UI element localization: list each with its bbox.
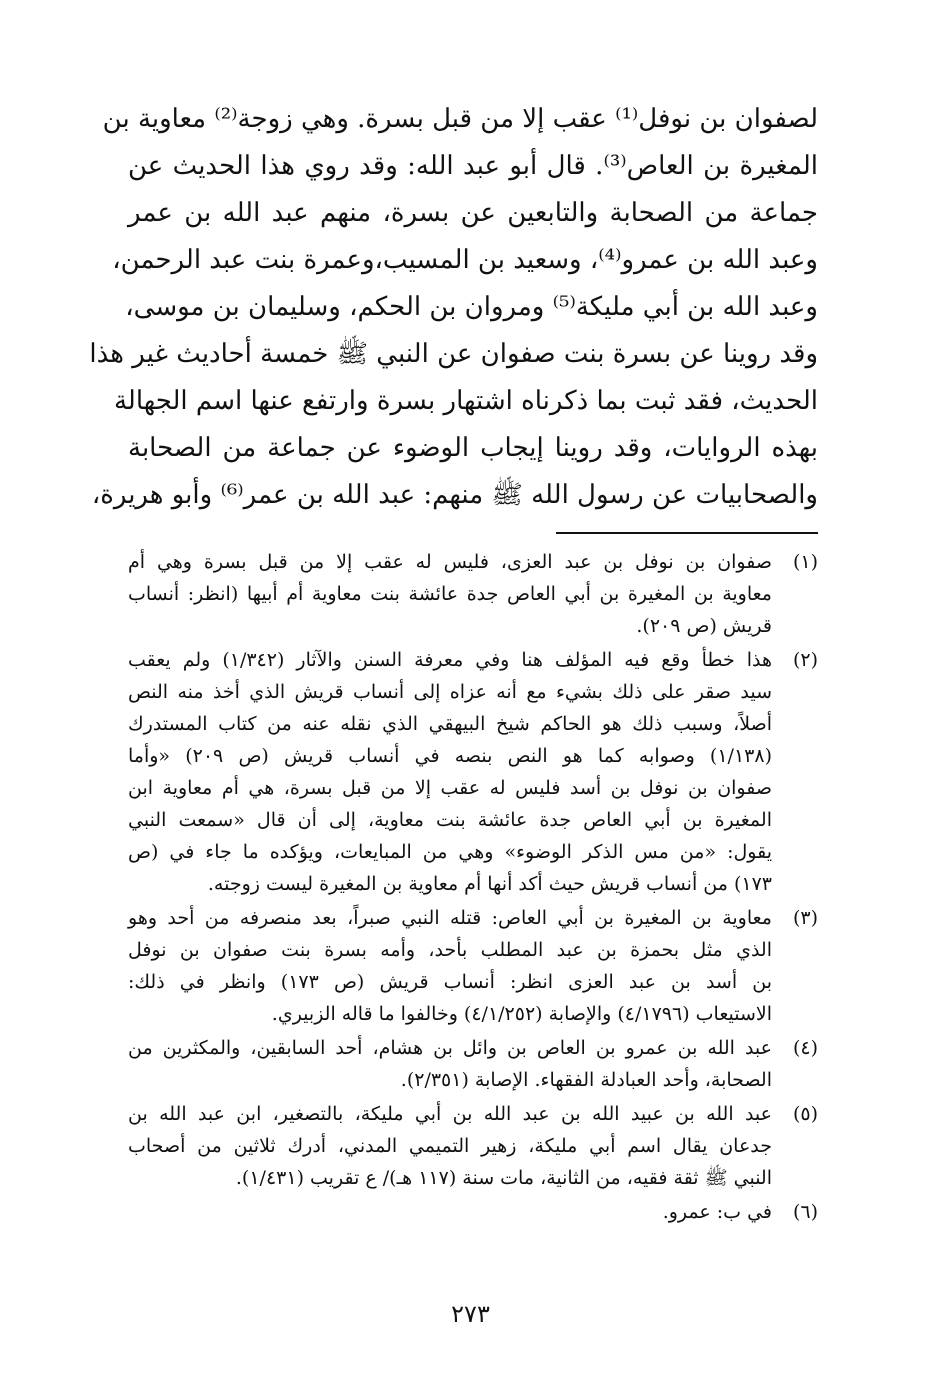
footnote-number: (٥) <box>792 1103 818 1125</box>
footnote-body <box>128 1196 772 1228</box>
main-line: بهذه الروايات، وقد روينا إيجاب الوضوء عن جماعة من الصحابة <box>128 433 818 463</box>
footnote-line: الاستيعاب (٤/١٧٩٦) والإصابة (٤/١/٢٥٢) وخالفوا ما قاله الزبيري. <box>271 1003 772 1025</box>
footnote-line: هذا خطأ وقع فيه المؤلف هنا وفي معرفة السنن والآثار (١/٣٤٢) ولم يعقب <box>128 649 772 671</box>
footnote-line: معاوية بن المغيرة بن أبي العاص: قتله النبي صبراً، بعد منصرفه من أحد وهو <box>128 907 772 929</box>
footnote-5 <box>128 1098 818 1194</box>
footnote-separator <box>556 532 818 534</box>
main-line: وقد روينا عن بسرة بنت صفوان عن النبي ﷺ خمسة أحاديث غير هذا <box>89 339 818 369</box>
footnote-line: عبد الله بن عبيد الله بن عبد الله بن أبي مليكة، بالتصغير، ابن عبد الله بن <box>128 1103 772 1125</box>
footnote-number: (٣) <box>792 907 818 929</box>
footnote-line: سيد صقر على ذلك بشيء مع أنه عزاه إلى أنساب قريش الذي أخذ منه النص <box>128 681 772 703</box>
footnote-line: النبي ﷺ ثقة فقيه، من الثانية، مات سنة (١١٧ هـ)/ ع تقريب (١/٤٣١). <box>235 1167 772 1189</box>
footnote-line: بن أسد بن عبد العزى انظر: أنساب قريش (ص ١٧٣) وانظر في ذلك: <box>128 971 772 993</box>
footnote-body <box>128 1098 772 1194</box>
footnote-1 <box>128 546 818 642</box>
footnote-number: (٤) <box>792 1037 818 1059</box>
footnote-6 <box>128 1196 818 1228</box>
footnote-line: معاوية بن المغيرة بن أبي العاص جدة عائشة بنت معاوية أم أبيها (انظر: أنساب <box>128 583 772 605</box>
main-line: المغيرة بن العاص⁽³⁾. قال أبو عبد الله: وقد روي هذا الحديث عن <box>128 151 818 181</box>
footnote-4 <box>128 1032 818 1096</box>
footnote-body <box>128 1032 772 1096</box>
main-line: الحديث، فقد ثبت بما ذكرناه اشتهار بسرة وارتفع عنها اسم الجهالة <box>113 386 818 416</box>
footnote-number: (٦) <box>792 1201 818 1223</box>
footnote-line: عبد الله بن عمرو بن العاص بن وائل بن هشام، أحد السابقين، والمكثرين من <box>128 1037 772 1059</box>
main-line: وعبد الله بن عمرو⁽⁴⁾، وسعيد بن المسيب،وعمرة بنت عبد الرحمن، <box>112 245 818 275</box>
page-number: ٢٧٣ <box>451 1300 490 1328</box>
footnote-line: الذي مثل بحمزة بن عبد المطلب بأحد، وأمه بسرة بنت صفوان بن نوفل <box>128 939 772 961</box>
main-line: لصفوان بن نوفل⁽¹⁾ عقب إلا من قبل بسرة. وهي زوجة⁽²⁾ معاوية بن <box>102 104 818 134</box>
footnote-2 <box>128 644 818 900</box>
footnote-number: (٢) <box>792 649 818 671</box>
footnote-line: يقول: «من مس الذكر الوضوء» وهي من المبايعات، ويؤكده ما جاء في (ص <box>128 841 772 863</box>
footnote-line: الصحابة، وأحد العبادلة الفقهاء. الإصابة (٢/٣٥١). <box>400 1069 772 1091</box>
main-text <box>89 96 818 519</box>
main-line: وعبد الله بن أبي مليكة⁽⁵⁾ ومروان بن الحكم، وسليمان بن موسى، <box>125 292 818 322</box>
main-line: والصحابيات عن رسول الله ﷺ منهم: عبد الله بن عمر⁽⁶⁾ وأبو هريرة، <box>91 480 818 510</box>
footnote-line: (١/١٣٨) وصوابه كما هو النص بنصه في أنساب قريش (ص ٢٠٩) «وأما <box>128 745 772 767</box>
footnote-body <box>128 902 772 1030</box>
footnote-number: (١) <box>792 551 818 573</box>
footnote-line: في ب: عمرو. <box>662 1201 772 1223</box>
footnote-3 <box>128 902 818 1030</box>
footnote-line: قريش (ص ٢٠٩). <box>636 615 772 637</box>
footnotes <box>128 546 818 1230</box>
footnote-line: جدعان يقال اسم أبي مليكة، زهير التميمي المدني، أدرك ثلاثين من أصحاب <box>128 1135 772 1157</box>
footnote-line: صفوان بن نوفل بن أسد فليس له عقب إلا من قبل بسرة، هي أم معاوية ابن <box>128 777 772 799</box>
footnote-body <box>128 644 772 900</box>
footnote-line: ١٧٣) من أنساب قريش حيث أكد أنها أم معاوية بن المغيرة ليست زوجته. <box>207 873 772 895</box>
footnote-line: صفوان بن نوفل بن عبد العزى، فليس له عقب إلا من قبل بسرة وهي أم <box>128 551 772 573</box>
footnote-body <box>128 546 772 642</box>
footnote-line: أصلاً، وسبب ذلك هو الحاكم شيخ البيهقي الذي نقله عنه من كتاب المستدرك <box>128 713 772 735</box>
main-line: جماعة من الصحابة والتابعين عن بسرة، منهم عبد الله بن عمر <box>128 198 818 228</box>
footnote-line: المغيرة بن أبي العاص جدة عائشة بنت معاوية، إلى أن قال «سمعت النبي <box>128 809 772 831</box>
